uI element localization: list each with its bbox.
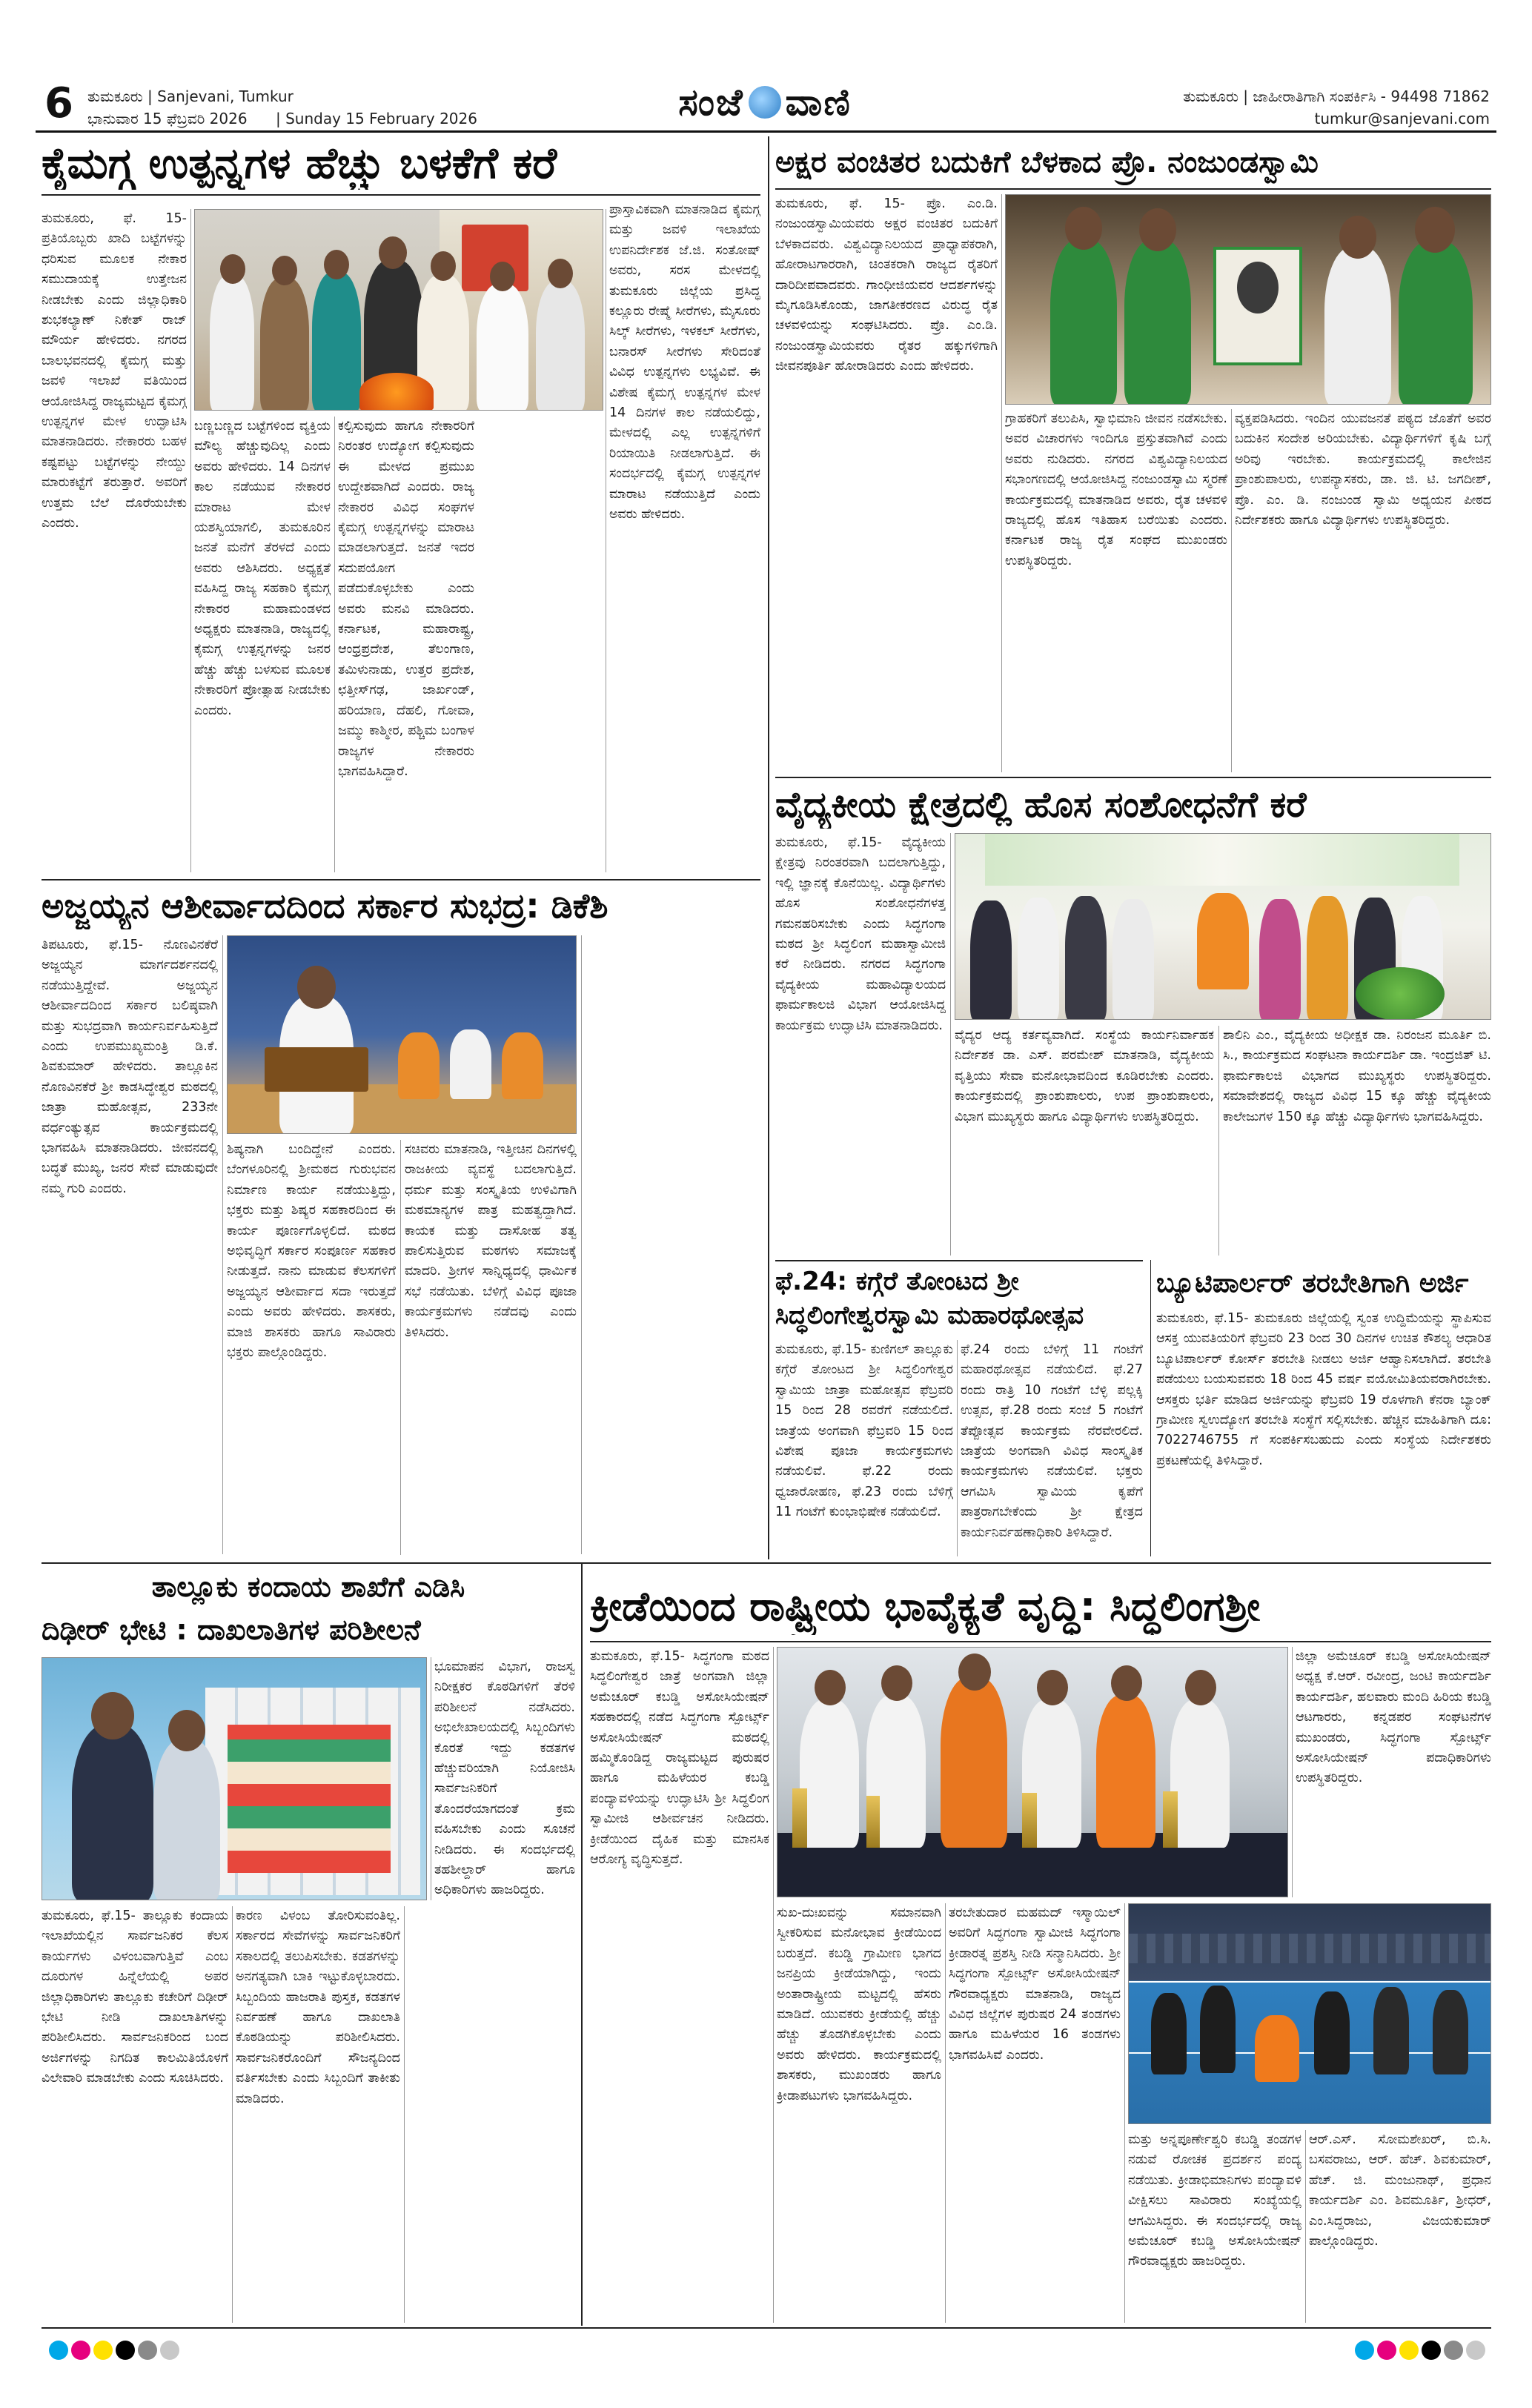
page-number: 6 bbox=[44, 79, 73, 127]
article-3-photo bbox=[955, 833, 1491, 1020]
article-8-col-5: ಮತ್ತು ಅನ್ನಪೂರ್ಣೇಶ್ವರಿ ಕಬಡ್ಡಿ ತಂಡಗಳ ನಡುವೆ ರೋಚಕ ಪ್ರದರ್ಶನ ಪಂದ್ಯ ನಡೆಯಿತು. ಕ್ರೀಡಾಭಿಮಾನಿಗಳು ಪಂದ್ಯಾವಳಿ ವೀಕ್ಷಿಸಲು ಸಾವಿರಾರು ಸಂಖ್ಯೆಯಲ್ಲಿ ಆಗಮಿಸಿದ್ದರು. ಈ ಸಂದರ್ಭದಲ್ಲಿ ರಾಜ್ಯ ಅಮೆಚೂರ್ ಕಬಡ್ಡಿ ಅಸೋಸಿಯೇಷನ್ ಗೌರವಾಧ್ಯಕ್ಷರು ಹಾಜರಿದ್ದರು. bbox=[1128, 2132, 1301, 2269]
article-3-headline: ವೈದ್ಯಕೀಯ ಕ್ಷೇತ್ರದಲ್ಲಿ ಹೊಸ ಸಂಶೋಧನೆಗೆ ಕರೆ bbox=[775, 784, 1307, 826]
edition-label: | Sanjevani, Tumkur bbox=[147, 87, 294, 105]
newspaper-logo bbox=[557, 82, 972, 123]
article-7-col-3: ಭೂಮಾಪನ ವಿಭಾಗ, ರಾಜಸ್ವ ನಿರೀಕ್ಷಕರ ಕೊಠಡಿಗಳಿಗೆ ತೆರಳಿ ಪರಿಶೀಲನೆ ನಡೆಸಿದರು. ಅಭಿಲೇಖಾಲಯದಲ್ಲಿ ಸಿಬ್ಬಂದಿಗಳು ಕೊರತೆ ಇದ್ದು ಕಡತಗಳ ಹೆಚ್ಚುವರಿಯಾಗಿ ನಿಯೋಜಿಸಿ ಸಾರ್ವಜನಿಕರಿಗೆ ತೊಂದರೆಯಾಗದಂತೆ ಕ್ರಮ ವಹಿಸಬೇಕು ಎಂದು ಸೂಚನೆ ನೀಡಿದರು. ಈ ಸಂದರ್ಭದಲ್ಲಿ ತಹಶೀಲ್ದಾರ್ ಹಾಗೂ ಅಧಿಕಾರಿಗಳು ಹಾಜರಿದ್ದರು. bbox=[434, 1659, 575, 1898]
swatch-cyan bbox=[1355, 2341, 1374, 2360]
swatch-black bbox=[116, 2341, 135, 2360]
article-1-col-4: ಪ್ರಾಸ್ತಾವಿಕವಾಗಿ ಮಾತನಾಡಿದ ಕೈಮಗ್ಗ ಮತ್ತು ಜವಳಿ ಇಲಾಖೆಯ ಉಪನಿರ್ದೇಶಕ ಜೆ.ಜಿ. ಸಂತೋಷ್ ಅವರು, ಸರಸ ಮೇಳದಲ್ಲಿ ತುಮಕೂರು ಜಿಲ್ಲೆಯ ಪ್ರಸಿದ್ಧ ಕಲ್ಲೂರು ರೇಷ್ಮೆ ಸೀರೆಗಳು, ಮೈಸೂರು ಸಿಲ್ಕ್ ಸೀರೆಗಳು, ಇಳಕಲ್ ಸೀರೆಗಳು, ಬನಾರಸ್ ಸೀರೆಗಳು ಸೇರಿದಂತೆ ವಿವಿಧ ಉತ್ಪನ್ನಗಳು ಲಭ್ಯವಿವೆ. ಈ ವಿಶೇಷ ಕೈಮಗ್ಗ ಉತ್ಪನ್ನಗಳ ಮೇಳ 14 ದಿನಗಳ ಕಾಲ ನಡೆಯಲಿದ್ದು, ಮೇಳದಲ್ಲಿ ಎಲ್ಲ ಉತ್ಪನ್ನಗಳಿಗೆ ರಿಯಾಯಿತಿ ನೀಡಲಾಗುತ್ತಿದೆ. ಈ ಸಂದರ್ಭದಲ್ಲಿ ಕೈಮಗ್ಗ ಉತ್ಪನ್ನಗಳ ಮಾರಾಟ ನಡೆಯುತ್ತಿದೆ ಎಂದು ಅವರು ಹೇಳಿದರು. bbox=[609, 202, 760, 523]
article-4-col-4 bbox=[586, 935, 760, 1554]
article-4-col-3: ಸಚಿವರು ಮಾತನಾಡಿ, ಇತ್ತೀಚಿನ ದಿನಗಳಲ್ಲಿ ರಾಜಕೀಯ ವ್ಯವಸ್ಥೆ ಬದಲಾಗುತ್ತಿದೆ. ಧರ್ಮ ಮತ್ತು ಸಂಸ್ಕೃತಿಯ ಉಳಿವಿಗಾಗಿ ಮಠಮಾನ್ಯಗಳ ಪಾತ್ರ ಮಹತ್ವದ್ದಾಗಿದೆ. ಕಾಯಕ ಮತ್ತು ದಾಸೋಹ ತತ್ವ ಪಾಲಿಸುತ್ತಿರುವ ಮಠಗಳು ಸಮಾಜಕ್ಕೆ ಮಾದರಿ. ಶ್ರೀಗಳ ಸಾನ್ನಿಧ್ಯದಲ್ಲಿ ಧಾರ್ಮಿಕ ಸಭೆ ನಡೆಯಿತು. ಬೆಳಿಗ್ಗೆ ವಿವಿಧ ಪೂಜಾ ಕಾರ್ಯಕ್ರಮಗಳು ನಡೆದವು ಎಂದು ತಿಳಿಸಿದರು. bbox=[405, 1142, 577, 1340]
right-city: ತುಮಕೂರು bbox=[1183, 87, 1238, 105]
contact-email[interactable]: tumkur@sanjevani.com bbox=[1314, 110, 1490, 127]
article-5-col-1: ತುಮಕೂರು, ಫೆ.15- ಕುಣಿಗಲ್ ತಾಲ್ಲೂಕು ಕಗ್ಗೆರೆ ತೋಂಟದ ಶ್ರೀ ಸಿದ್ಧಲಿಂಗೇಶ್ವರ ಸ್ವಾಮಿಯ ಜಾತ್ರಾ ಮಹೋತ್ಸವ ಫೆಬ್ರವರಿ 15 ರಿಂದ 28 ರವರೆಗೆ ನಡೆಯಲಿದೆ. ಜಾತ್ರೆಯ ಅಂಗವಾಗಿ ಫೆಬ್ರವರಿ 15 ರಿಂದ ವಿಶೇಷ ಪೂಜಾ ಕಾರ್ಯಕ್ರಮಗಳು ನಡೆಯಲಿವೆ. ಫೆ.22 ರಂದು ಧ್ವಜಾರೋಹಣ, ಫೆ.23 ರಂದು ಬೆಳಿಗ್ಗೆ 11 ಗಂಟೆಗೆ ಕುಂಭಾಭಿಷೇಕ ನಡೆಯಲಿದೆ. bbox=[775, 1342, 953, 1520]
article-1-col-2: ಬಣ್ಣಬಣ್ಣದ ಬಟ್ಟೆಗಳಿಂದ ವ್ಯಕ್ತಿಯ ಮೌಲ್ಯ ಹೆಚ್ಚುವುದಿಲ್ಲ ಎಂದು ಅವರು ಹೇಳಿದರು. 14 ದಿನಗಳ ಕಾಲ ನಡೆಯುವ ನೇಕಾರರ ಮಾರಾಟ ಮೇಳ ಯಶಸ್ವಿಯಾಗಲಿ, ತುಮಕೂರಿನ ಜನತೆ ಮನೆಗೆ ತೆರಳದೆ ಎಂದು ಅವರು ಆಶಿಸಿದರು. ಅಧ್ಯಕ್ಷತೆ ವಹಿಸಿದ್ದ ರಾಜ್ಯ ಸಹಕಾರಿ ಕೈಮಗ್ಗ ನೇಕಾರರ ಮಹಾಮಂಡಳದ ಅಧ್ಯಕ್ಷರು ಮಾತನಾಡಿ, ರಾಜ್ಯದಲ್ಲಿ ಕೈಮಗ್ಗ ಉತ್ಪನ್ನಗಳನ್ನು ಜನರ ಹೆಚ್ಚು ಹೆಚ್ಚು ಬಳಸುವ ಮೂಲಕ ನೇಕಾರರಿಗೆ ಪ್ರೋತ್ಸಾಹ ನೀಡಬೇಕು ಎಂದರು. bbox=[194, 419, 331, 718]
swatch-yellow bbox=[1399, 2341, 1419, 2360]
article-8-col-6: ಆರ್.ಎಸ್. ಸೋಮಶೇಖರ್, ಬಿ.ಸಿ. ಬಸವರಾಜು, ಆರ್. ಹೆಚ್. ಶಿವಕುಮಾರ್, ಹೆಚ್. ಜಿ. ಮಂಜುನಾಥ್, ಪ್ರಧಾನ ಕಾರ್ಯದರ್ಶಿ ಎಂ. ಶಿವಮೂರ್ತಿ, ಶ್ರೀಧರ್, ಎಂ.ಸಿದ್ದರಾಜು, ವಿಜಯಕುಮಾರ್ ಪಾಲ್ಗೊಂಡಿದ್ದರು. bbox=[1309, 2132, 1491, 2249]
swatch-magenta bbox=[71, 2341, 90, 2360]
article-1-photo bbox=[194, 209, 603, 411]
city-label: ತುಮಕೂರು bbox=[87, 87, 143, 105]
article-5-headline: ಫೆ.24: ಕಗ್ಗೆರೆ ತೋಂಟದ ಶ್ರೀ ಸಿದ್ಧಲಿಂಗೇಶ್ವರಸ್ವಾಮಿ ಮಹಾರಥೋತ್ಸವ bbox=[775, 1267, 1084, 1330]
ad-contact: | ಜಾಹೀರಾತಿಗಾಗಿ ಸಂಪರ್ಕಿಸಿ - 94498 71862 bbox=[1243, 87, 1490, 105]
footer-rule bbox=[42, 2327, 1491, 2329]
swatch-yellow bbox=[93, 2341, 113, 2360]
article-2-headline: ಅಕ್ಷರ ವಂಚಿತರ ಬದುಕಿಗೆ ಬೆಳಕಾದ ಪ್ರೊ. ನಂಜುಂಡಸ್ವಾಮಿ bbox=[775, 145, 1319, 179]
article-6-col-1: ತುಮಕೂರು, ಫೆ.15- ತುಮಕೂರು ಜಿಲ್ಲೆಯಲ್ಲಿ ಸ್ವಂತ ಉದ್ದಿಮೆಯನ್ನು ಸ್ಥಾಪಿಸುವ ಆಸಕ್ತ ಯುವತಿಯರಿಗೆ ಫೆಬ್ರವರಿ 23 ರಿಂದ 30 ದಿನಗಳ ಉಚಿತ ಕೌಶಲ್ಯ ಆಧಾರಿತ ಬ್ಯೂಟಿಪಾರ್ಲರ್ ಕೋರ್ಸ್ ತರಬೇತಿ ನೀಡಲು ಅರ್ಜಿ ಆಹ್ವಾನಿಸಲಾಗಿದೆ. ತರಬೇತಿ ಪಡೆಯಲು ಬಯಸುವವರು 18 ರಿಂದ 45 ವರ್ಷ ವಯೋಮಿತಿಯವರಾಗಿರಬೇಕು. ಆಸಕ್ತರು ಭರ್ತಿ ಮಾಡಿದ ಅರ್ಜಿಯನ್ನು ಫೆಬ್ರವರಿ 19 ರೊಳಗಾಗಿ ಕೆನರಾ ಬ್ಯಾಂಕ್ ಗ್ರಾಮೀಣ ಸ್ವಉದ್ಯೋಗ ತರಬೇತಿ ಸಂಸ್ಥೆಗೆ ಸಲ್ಲಿಸಬೇಕು. ಹೆಚ್ಚಿನ ಮಾಹಿತಿಗಾಗಿ ದೂ: 7022746755 ಗೆ ಸಂಪರ್ಕಿಸಬಹುದು ಎಂದು ಸಂಸ್ಥೆಯ ನಿರ್ದೇಶಕರು ಪ್ರಕಟಣೆಯಲ್ಲಿ ತಿಳಿಸಿದ್ದಾರೆ. bbox=[1156, 1311, 1491, 1468]
article-8-headline: ಕ್ರೀಡೆಯಿಂದ ರಾಷ್ಟ್ರೀಯ ಭಾವೈಕ್ಯತೆ ವೃದ್ಧಿ: ಸಿದ್ಧಲಿಂಗಶ್ರೀ bbox=[590, 1583, 1261, 1630]
swatch-light-gray bbox=[160, 2341, 179, 2360]
swatch-cyan bbox=[49, 2341, 68, 2360]
swatch-light-gray bbox=[1466, 2341, 1485, 2360]
article-7-headline-line-1: ತಾಲ್ಲೂಕು ಕಂದಾಯ ಶಾಖೆಗೆ ಎಡಿಸಿ bbox=[151, 1570, 465, 1603]
article-1-headline: ಕೈಮಗ್ಗ ಉತ್ಪನ್ನಗಳ ಹೆಚ್ಚು ಬಳಕೆಗೆ ಕರೆ bbox=[42, 138, 557, 188]
swatch-gray bbox=[138, 2341, 157, 2360]
article-4-headline: ಅಜ್ಜಯ್ಯನ ಆಶೀರ್ವಾದದಿಂದ ಸರ್ಕಾರ ಸುಭದ್ರ: ಡಿಕೆಶಿ bbox=[42, 886, 609, 926]
article-7-col-1: ತುಮಕೂರು, ಫೆ.15- ತಾಲ್ಲೂಕು ಕಂದಾಯ ಇಲಾಖೆಯಲ್ಲಿನ ಸಾರ್ವಜನಿಕರ ಕೆಲಸ ಕಾರ್ಯಗಳು ವಿಳಂಬವಾಗುತ್ತಿವೆ ಎಂಬ ದೂರುಗಳ ಹಿನ್ನೆಲೆಯಲ್ಲಿ ಅಪರ ಜಿಲ್ಲಾಧಿಕಾರಿಗಳು ತಾಲ್ಲೂಕು ಕಚೇರಿಗೆ ದಿಢೀರ್ ಭೇಟಿ ನೀಡಿ ದಾಖಲಾತಿಗಳನ್ನು ಪರಿಶೀಲಿಸಿದರು. ಸಾರ್ವಜನಿಕರಿಂದ ಬಂದ ಅರ್ಜಿಗಳನ್ನು ನಿಗದಿತ ಕಾಲಮಿತಿಯೊಳಗೆ ವಿಲೇವಾರಿ ಮಾಡಬೇಕು ಎಂದು ಸೂಚಿಸಿದರು. bbox=[42, 1908, 228, 2086]
article-8-col-2: ಸುಖ-ದುಃಖವನ್ನು ಸಮಾನವಾಗಿ ಸ್ವೀಕರಿಸುವ ಮನೋಭಾವ ಕ್ರೀಡೆಯಿಂದ ಬರುತ್ತದೆ. ಕಬಡ್ಡಿ ಗ್ರಾಮೀಣ ಭಾಗದ ಜನಪ್ರಿಯ ಕ್ರೀಡೆಯಾಗಿದ್ದು, ಇಂದು ಅಂತಾರಾಷ್ಟ್ರೀಯ ಮಟ್ಟದಲ್ಲಿ ಹೆಸರು ಮಾಡಿದೆ. ಯುವಕರು ಕ್ರೀಡೆಯಲ್ಲಿ ಹೆಚ್ಚು ಹೆಚ್ಚು ತೊಡಗಿಕೊಳ್ಳಬೇಕು ಎಂದು ಅವರು ಹೇಳಿದರು. ಕಾರ್ಯಕ್ರಮದಲ್ಲಿ ಶಾಸಕರು, ಮುಖಂಡರು ಹಾಗೂ ಕ್ರೀಡಾಪಟುಗಳು ಭಾಗವಹಿಸಿದ್ದರು. bbox=[777, 1905, 941, 2103]
article-4-col-1: ತಿಪಟೂರು, ಫೆ.15- ನೊಣವಿನಕೆರೆ ಅಜ್ಜಯ್ಯನ ಮಾರ್ಗದರ್ಶನದಲ್ಲಿ ನಡೆಯುತ್ತಿದ್ದೇವೆ. ಅಜ್ಜಯ್ಯನ ಆಶೀರ್ವಾದದಿಂದ ಸರ್ಕಾರ ಬಲಿಷ್ಠವಾಗಿ ಮತ್ತು ಸುಭದ್ರವಾಗಿ ಕಾರ್ಯನಿರ್ವಹಿಸುತ್ತಿದೆ ಎಂದು ಉಪಮುಖ್ಯಮಂತ್ರಿ ಡಿ.ಕೆ. ಶಿವಕುಮಾರ್ ಹೇಳಿದರು. ತಾಲ್ಲೂಕಿನ ನೊಣವಿನಕೆರೆ ಶ್ರೀ ಕಾಡಸಿದ್ಧೇಶ್ವರ ಮಠದಲ್ಲಿ ಜಾತ್ರಾ ಮಹೋತ್ಸವ, 233ನೇ ವರ್ಧಂತ್ಯುತ್ಸವ ಕಾರ್ಯಕ್ರಮದಲ್ಲಿ ಭಾಗವಹಿಸಿ ಮಾತನಾಡಿದರು. ಜೀವನದಲ್ಲಿ ಬದ್ಧತೆ ಮುಖ್ಯ, ಜನರ ಸೇವೆ ಮಾಡುವುದೇ ನಮ್ಮ ಗುರಿ ಎಂದರು. bbox=[42, 938, 218, 1196]
article-8-col-4: ಜಿಲ್ಲಾ ಅಮೆಚೂರ್ ಕಬಡ್ಡಿ ಅಸೋಸಿಯೇಷನ್ ಅಧ್ಯಕ್ಷ ಕೆ.ಆರ್. ರವೀಂದ್ರ, ಜಂಟಿ ಕಾರ್ಯದರ್ಶಿ ಕಾರ್ಯದರ್ಶಿ, ಹಲವಾರು ಮಂದಿ ಹಿರಿಯ ಕಬಡ್ಡಿ ಆಟಗಾರರು, ಕನ್ನಡಪರ ಸಂಘಟನೆಗಳ ಮುಖಂಡರು, ಸಿದ್ಧಗಂಗಾ ಸ್ಪೋರ್ಟ್ಸ್ ಅಸೋಸಿಯೇಷನ್ ಪದಾಧಿಕಾರಿಗಳು ಉಪಸ್ಥಿತರಿದ್ದರು. bbox=[1296, 1649, 1491, 1786]
logo-right: ವಾಣಿ bbox=[785, 80, 852, 124]
swatch-black bbox=[1422, 2341, 1441, 2360]
globe-icon bbox=[749, 86, 781, 119]
article-2-rule bbox=[775, 188, 1491, 190]
article-8-col-3: ತರಬೇತುದಾರ ಮಹಮದ್ ಇಸ್ಮಾಯಿಲ್ ಅವರಿಗೆ ಸಿದ್ಧಗಂಗಾ ಸ್ವಾಮೀಜಿ ಸಿದ್ಧಗಂಗಾ ಕ್ರೀಡಾರತ್ನ ಪ್ರಶಸ್ತಿ ನೀಡಿ ಸನ್ಮಾನಿಸಿದರು. ಶ್ರೀ ಸಿದ್ಧಗಂಗಾ ಸ್ಪೋರ್ಟ್ಸ್ ಅಸೋಸಿಯೇಷನ್ ಗೌರವಾಧ್ಯಕ್ಷರು ಮಾತನಾಡಿ, ರಾಜ್ಯದ ವಿವಿಧ ಜಿಲ್ಲೆಗಳ ಪುರುಷರ 24 ತಂಡಗಳು ಹಾಗೂ ಮಹಿಳೆಯರ 16 ತಂಡಗಳು ಭಾಗವಹಿಸಿವೆ ಎಂದರು. bbox=[949, 1905, 1121, 2063]
article-2-col-2: ಗ್ರಾಹಕರಿಗೆ ತಲುಪಿಸಿ, ಸ್ವಾಭಿಮಾನಿ ಜೀವನ ನಡೆಸಬೇಕು. ಅವರ ವಿಚಾರಗಳು ಇಂದಿಗೂ ಪ್ರಸ್ತುತವಾಗಿವೆ ಎಂದು ಅವರು ನುಡಿದರು. ನಗರದ ವಿಶ್ವವಿದ್ಯಾನಿಲಯದ ಸಭಾಂಗಣದಲ್ಲಿ ಆಯೋಜಿಸಿದ್ದ ನಂಜುಂಡಸ್ವಾಮಿ ಸ್ಮರಣೆ ಕಾರ್ಯಕ್ರಮದಲ್ಲಿ ಮಾತನಾಡಿದ ಅವರು, ರೈತ ಚಳವಳಿ ರಾಜ್ಯದಲ್ಲಿ ಹೊಸ ಇತಿಹಾಸ ಬರೆಯಿತು ಎಂದರು. ಕರ್ನಾಟಕ ರಾಜ್ಯ ರೈತ ಸಂಘದ ಮುಖಂಡರು ಉಪಸ್ಥಿತರಿದ್ದರು. bbox=[1005, 411, 1227, 568]
logo-left: ಸಂಜೆ bbox=[678, 80, 744, 124]
article-8-photo-ceremony bbox=[777, 1647, 1288, 1897]
article-1-col-1: ತುಮಕೂರು, ಫೆ. 15- ಪ್ರತಿಯೊಬ್ಬರು ಖಾದಿ ಬಟ್ಟೆಗಳನ್ನು ಧರಿಸುವ ಮೂಲಕ ನೇಕಾರ ಸಮುದಾಯಕ್ಕೆ ಉತ್ತೇಜನ ನೀಡಬೇಕು ಎಂದು ಜಿಲ್ಲಾಧಿಕಾರಿ ಶುಭಕಲ್ಯಾಣ್ ನಿಕೇತ್ ರಾಜ್ ಮೌರ್ಯ ಹೇಳಿದರು. ನಗರದ ಬಾಲಭವನದಲ್ಲಿ ಕೈಮಗ್ಗ ಮತ್ತು ಜವಳಿ ಇಲಾಖೆ ವತಿಯಿಂದ ಆಯೋಜಿಸಿದ್ದ ರಾಜ್ಯಮಟ್ಟದ ಕೈಮಗ್ಗ ಉತ್ಪನ್ನಗಳ ಮೇಳ ಉದ್ಘಾಟಿಸಿ ಮಾತನಾಡಿದರು. ನೇಕಾರರು ಬಹಳ ಕಷ್ಟಪಟ್ಟು ಬಟ್ಟೆಗಳನ್ನು ನೇಯ್ದು ಮಾರುಕಟ್ಟೆಗೆ ತರುತ್ತಾರೆ. ಅವರಿಗೆ ಉತ್ತಮ ಬೆಲೆ ದೊರೆಯಬೇಕು ಎಂದರು. bbox=[42, 211, 187, 531]
masthead-city bbox=[87, 87, 294, 105]
article-3-col-1: ತುಮಕೂರು, ಫೆ.15- ವೈದ್ಯಕೀಯ ಕ್ಷೇತ್ರವು ನಿರಂತರವಾಗಿ ಬದಲಾಗುತ್ತಿದ್ದು, ಇಲ್ಲಿ ಜ್ಞಾನಕ್ಕೆ ಕೊನೆಯಿಲ್ಲ. ವಿದ್ಯಾರ್ಥಿಗಳು ಹೊಸ ಸಂಶೋಧನೆಗಳತ್ತ ಗಮನಹರಿಸಬೇಕು ಎಂದು ಸಿದ್ಧಗಂಗಾ ಮಠದ ಶ್ರೀ ಸಿದ್ಧಲಿಂಗ ಮಹಾಸ್ವಾಮೀಜಿ ಕರೆ ನೀಡಿದರು. ನಗರದ ಸಿದ್ಧಗಂಗಾ ವೈದ್ಯಕೀಯ ಮಹಾವಿದ್ಯಾಲಯದ ಫಾರ್ಮಕಾಲಜಿ ವಿಭಾಗ ಆಯೋಜಿಸಿದ್ದ ಕಾರ್ಯಕ್ರಮ ಉದ್ಘಾಟಿಸಿ ಮಾತನಾಡಿದರು. bbox=[775, 835, 946, 1033]
article-2-col-1: ತುಮಕೂರು, ಫೆ. 15- ಪ್ರೊ. ಎಂ.ಡಿ. ನಂಜುಂಡಸ್ವಾಮಿಯವರು ಅಕ್ಷರ ವಂಚಿತರ ಬದುಕಿಗೆ ಬೆಳಕಾದವರು. ವಿಶ್ವವಿದ್ಯಾನಿಲಯದ ಪ್ರಾಧ್ಯಾಪಕರಾಗಿ, ಹೋರಾಟಗಾರರಾಗಿ, ಚಿಂತಕರಾಗಿ ರಾಜ್ಯದ ರೈತರಿಗೆ ದಾರಿದೀಪವಾದವರು. ಗಾಂಧೀಜಿಯವರ ಆದರ್ಶಗಳನ್ನು ಮೈಗೂಡಿಸಿಕೊಂಡು, ಜಾಗತೀಕರಣದ ವಿರುದ್ಧ ರೈತ ಚಳವಳಿಯನ್ನು ಸಂಘಟಿಸಿದರು. ಪ್ರೊ. ಎಂ.ಡಿ. ನಂಜುಂಡಸ್ವಾಮಿಯವರು ರೈತರ ಹಕ್ಕುಗಳಿಗಾಗಿ ಜೀವನಪೂರ್ತಿ ಹೋರಾಡಿದರು ಎಂದು ಹೇಳಿದರು. bbox=[775, 196, 998, 374]
article-7-photo bbox=[42, 1657, 427, 1900]
article-2-col-3: ವ್ಯಕ್ತಪಡಿಸಿದರು. ಇಂದಿನ ಯುವಜನತೆ ಪಠ್ಯದ ಜೊತೆಗೆ ಅವರ ಬದುಕಿನ ಸಂದೇಶ ಅರಿಯಬೇಕು. ವಿದ್ಯಾರ್ಥಿಗಳಿಗೆ ಕೃಷಿ ಬಗ್ಗೆ ಅರಿವು ಇರಬೇಕು. ಕಾರ್ಯಕ್ರಮದಲ್ಲಿ ಕಾಲೇಜಿನ ಪ್ರಾಂಶುಪಾಲರು, ಉಪನ್ಯಾಸಕರು, ಡಾ. ಜಿ. ಟಿ. ಜಗದೀಶ್, ಪ್ರೊ. ಎಂ. ಡಿ. ನಂಜುಂಡ ಸ್ವಾಮಿ ಅಧ್ಯಯನ ಪೀಠದ ನಿರ್ದೇಶಕರು ಹಾಗೂ ವಿದ್ಯಾರ್ಥಿಗಳು ಉಪಸ್ಥಿತರಿದ್ದರು. bbox=[1235, 411, 1491, 528]
article-7-headline-line-2: ದಿಢೀರ್ ಭೇಟಿ : ದಾಖಲಾತಿಗಳ ಪರಿಶೀಲನೆ bbox=[42, 1613, 421, 1646]
article-3-col-2: ವೈದ್ಯರ ಆದ್ಯ ಕರ್ತವ್ಯವಾಗಿದೆ. ಸಂಸ್ಥೆಯ ಕಾರ್ಯನಿರ್ವಾಹಕ ನಿರ್ದೇಶಕ ಡಾ. ಎಸ್. ಪರಮೇಶ್ ಮಾತನಾಡಿ, ವೈದ್ಯಕೀಯ ವೃತ್ತಿಯು ಸೇವಾ ಮನೋಭಾವದಿಂದ ಕೂಡಿರಬೇಕು ಎಂದರು. ಕಾರ್ಯಕ್ರಮದಲ್ಲಿ ಪ್ರಾಂಶುಪಾಲರು, ಉಪ ಪ್ರಾಂಶುಪಾಲರು, ವಿಭಾಗ ಮುಖ್ಯಸ್ಥರು ಹಾಗೂ ವಿದ್ಯಾರ್ಥಿಗಳು ಉಪಸ್ಥಿತರಿದ್ದರು. bbox=[955, 1028, 1214, 1124]
article-7-col-4 bbox=[408, 1906, 575, 2323]
article-1-col-3: ಕಲ್ಪಿಸುವುದು ಹಾಗೂ ನೇಕಾರರಿಗೆ ನಿರಂತರ ಉದ್ಯೋಗ ಕಲ್ಪಿಸುವುದು ಈ ಮೇಳದ ಪ್ರಮುಖ ಉದ್ದೇಶವಾಗಿದೆ ಎಂದರು. ರಾಜ್ಯ ನೇಕಾರರ ವಿವಿಧ ಸಂಘಗಳ ಕೈಮಗ್ಗ ಉತ್ಪನ್ನಗಳನ್ನು ಮಾರಾಟ ಮಾಡಲಾಗುತ್ತದೆ. ಜನತೆ ಇದರ ಸದುಪಯೋಗ ಪಡೆದುಕೊಳ್ಳಬೇಕು ಎಂದು ಅವರು ಮನವಿ ಮಾಡಿದರು. ಕರ್ನಾಟಕ, ಮಹಾರಾಷ್ಟ್ರ, ಆಂಧ್ರಪ್ರದೇಶ, ತೆಲಂಗಾಣ, ತಮಿಳುನಾಡು, ಉತ್ತರ ಪ್ರದೇಶ, ಛತ್ತೀಸ್‌ಗಢ, ಜಾರ್ಖಂಡ್, ಹರಿಯಾಣ, ದೆಹಲಿ, ಗೋವಾ, ಜಮ್ಮು ಕಾಶ್ಮೀರ, ಪಶ್ಚಿಮ ಬಂಗಾಳ ರಾಜ್ಯಗಳ ನೇಕಾರರು ಭಾಗವಹಿಸಿದ್ದಾರೆ. bbox=[338, 419, 474, 779]
masthead-kannada-date: ಭಾನುವಾರ 15 ಫೆಬ್ರವರಿ 2026 bbox=[87, 110, 248, 127]
article-7-col-2: ಕಾರಣ ವಿಳಂಬ ತೋರಿಸುವಂತಿಲ್ಲ. ಸರ್ಕಾರದ ಸೇವೆಗಳನ್ನು ಸಾರ್ವಜನಿಕರಿಗೆ ಸಕಾಲದಲ್ಲಿ ತಲುಪಿಸಬೇಕು. ಕಡತಗಳನ್ನು ಅನಗತ್ಯವಾಗಿ ಬಾಕಿ ಇಟ್ಟುಕೊಳ್ಳಬಾರದು. ಸಿಬ್ಬಂದಿಯ ಹಾಜರಾತಿ ಪುಸ್ತಕ, ಕಡತಗಳ ನಿರ್ವಹಣೆ ಹಾಗೂ ದಾಖಲಾತಿ ಕೊಠಡಿಯನ್ನು ಪರಿಶೀಲಿಸಿದರು. ಸಾರ್ವಜನಿಕರೊಂದಿಗೆ ಸೌಜನ್ಯದಿಂದ ವರ್ತಿಸಬೇಕು ಎಂದು ಸಿಬ್ಬಂದಿಗೆ ತಾಕೀತು ಮಾಡಿದರು. bbox=[236, 1908, 400, 2106]
masthead-right bbox=[964, 87, 1490, 105]
masthead-rule bbox=[36, 130, 1496, 133]
article-2-photo bbox=[1005, 194, 1491, 405]
masthead-english-date: | Sunday 15 February 2026 bbox=[276, 110, 477, 127]
page-column-divider bbox=[768, 136, 769, 1559]
article-8-col-1: ತುಮಕೂರು, ಫೆ.15- ಸಿದ್ಧಗಂಗಾ ಮಠದ ಸಿದ್ಧಲಿಂಗೇಶ್ವರ ಜಾತ್ರೆ ಅಂಗವಾಗಿ ಜಿಲ್ಲಾ ಅಮೆಚೂರ್ ಕಬಡ್ಡಿ ಅಸೋಸಿಯೇಷನ್ ಸಹಕಾರದಲ್ಲಿ ನಡೆದ ಸಿದ್ಧಗಂಗಾ ಸ್ಪೋರ್ಟ್ಸ್ ಅಸೋಸಿಯೇಷನ್ ಮಠದಲ್ಲಿ ಹಮ್ಮಿಕೊಂಡಿದ್ದ ರಾಜ್ಯಮಟ್ಟದ ಪುರುಷರ ಹಾಗೂ ಮಹಿಳೆಯರ ಕಬಡ್ಡಿ ಪಂದ್ಯಾವಳಿಯನ್ನು ಉದ್ಘಾಟಿಸಿ ಶ್ರೀ ಸಿದ್ಧಲಿಂಗ ಸ್ವಾಮೀಜಿ ಆಶೀರ್ವಚನ ನೀಡಿದರು. ಕ್ರೀಡೆಯಿಂದ ದೈಹಿಕ ಮತ್ತು ಮಾನಸಿಕ ಆರೋಗ್ಯ ವೃದ್ಧಿಸುತ್ತದೆ. bbox=[590, 1649, 769, 1868]
article-5-col-2: ಫೆ.24 ರಂದು ಬೆಳಿಗ್ಗೆ 11 ಗಂಟೆಗೆ ಮಹಾರಥೋತ್ಸವ ನಡೆಯಲಿದೆ. ಫೆ.27 ರಂದು ರಾತ್ರಿ 10 ಗಂಟೆಗೆ ಬೆಳ್ಳಿ ಪಲ್ಲಕ್ಕಿ ಉತ್ಸವ, ಫೆ.28 ರಂದು ಸಂಜೆ 5 ಗಂಟೆಗೆ ತೆಪ್ಪೋತ್ಸವ ಕಾರ್ಯಕ್ರಮ ನೆರವೇರಲಿದೆ. ಜಾತ್ರೆಯ ಅಂಗವಾಗಿ ವಿವಿಧ ಸಾಂಸ್ಕೃತಿಕ ಕಾರ್ಯಕ್ರಮಗಳು ನಡೆಯಲಿವೆ. ಭಕ್ತರು ಆಗಮಿಸಿ ಸ್ವಾಮಿಯ ಕೃಪೆಗೆ ಪಾತ್ರರಾಗಬೇಕೆಂದು ಶ್ರೀ ಕ್ಷೇತ್ರದ ಕಾರ್ಯನಿರ್ವಹಣಾಧಿಕಾರಿ ತಿಳಿಸಿದ್ದಾರೆ. bbox=[961, 1342, 1143, 1540]
swatch-gray bbox=[1444, 2341, 1463, 2360]
article-8-photo-kabaddi bbox=[1128, 1903, 1491, 2124]
swatch-magenta bbox=[1377, 2341, 1396, 2360]
article-6-headline: ಬ್ಯೂಟಿಪಾರ್ಲರ್ ತರಬೇತಿಗಾಗಿ ಅರ್ಜಿ bbox=[1156, 1268, 1469, 1298]
article-4-photo bbox=[227, 935, 577, 1134]
article-1-rule bbox=[42, 194, 760, 196]
article-4-col-2: ಶಿಷ್ಯನಾಗಿ ಬಂದಿದ್ದೇನೆ ಎಂದರು. ಬೆಂಗಳೂರಿನಲ್ಲಿ ಶ್ರೀಮಠದ ಗುರುಭವನ ನಿರ್ಮಾಣ ಕಾರ್ಯ ನಡೆಯುತ್ತಿದ್ದು, ಭಕ್ತರು ಮತ್ತು ಶಿಷ್ಯರ ಸಹಕಾರದಿಂದ ಈ ಕಾರ್ಯ ಪೂರ್ಣಗೊಳ್ಳಲಿದೆ. ಮಠದ ಅಭಿವೃದ್ಧಿಗೆ ಸರ್ಕಾರ ಸಂಪೂರ್ಣ ಸಹಕಾರ ನೀಡುತ್ತದೆ. ನಾನು ಮಾಡುವ ಕೆಲಸಗಳಿಗೆ ಅಜ್ಜಯ್ಯನ ಆಶೀರ್ವಾದ ಸದಾ ಇರುತ್ತದೆ ಎಂದು ಅವರು ಹೇಳಿದರು. ಶಾಸಕರು, ಮಾಜಿ ಶಾಸಕರು ಹಾಗೂ ಸಾವಿರಾರು ಭಕ್ತರು ಪಾಲ್ಗೊಂಡಿದ್ದರು. bbox=[227, 1142, 396, 1361]
article-3-col-3: ಶಾಲಿನಿ ಎಂ., ವೈದ್ಯಕೀಯ ಅಧೀಕ್ಷಕ ಡಾ. ನಿರಂಜನ ಮೂರ್ತಿ ಬಿ. ಸಿ., ಕಾರ್ಯಕ್ರಮದ ಸಂಘಟನಾ ಕಾರ್ಯದರ್ಶಿ ಡಾ. ಇಂದ್ರಜಿತ್ ಟಿ. ಫಾರ್ಮಕಾಲಜಿ ವಿಭಾಗದ ಮುಖ್ಯಸ್ಥರು ಉಪಸ್ಥಿತರಿದ್ದರು. ಸಮಾವೇಶದಲ್ಲಿ ರಾಜ್ಯದ ವಿವಿಧ 15 ಕ್ಕೂ ಹೆಚ್ಚು ವೈದ್ಯಕೀಯ ಕಾಲೇಜುಗಳ 150 ಕ್ಕೂ ಹೆಚ್ಚು ವಿದ್ಯಾರ್ಥಿಗಳು ಭಾಗವಹಿಸಿದ್ದರು. bbox=[1223, 1028, 1491, 1124]
